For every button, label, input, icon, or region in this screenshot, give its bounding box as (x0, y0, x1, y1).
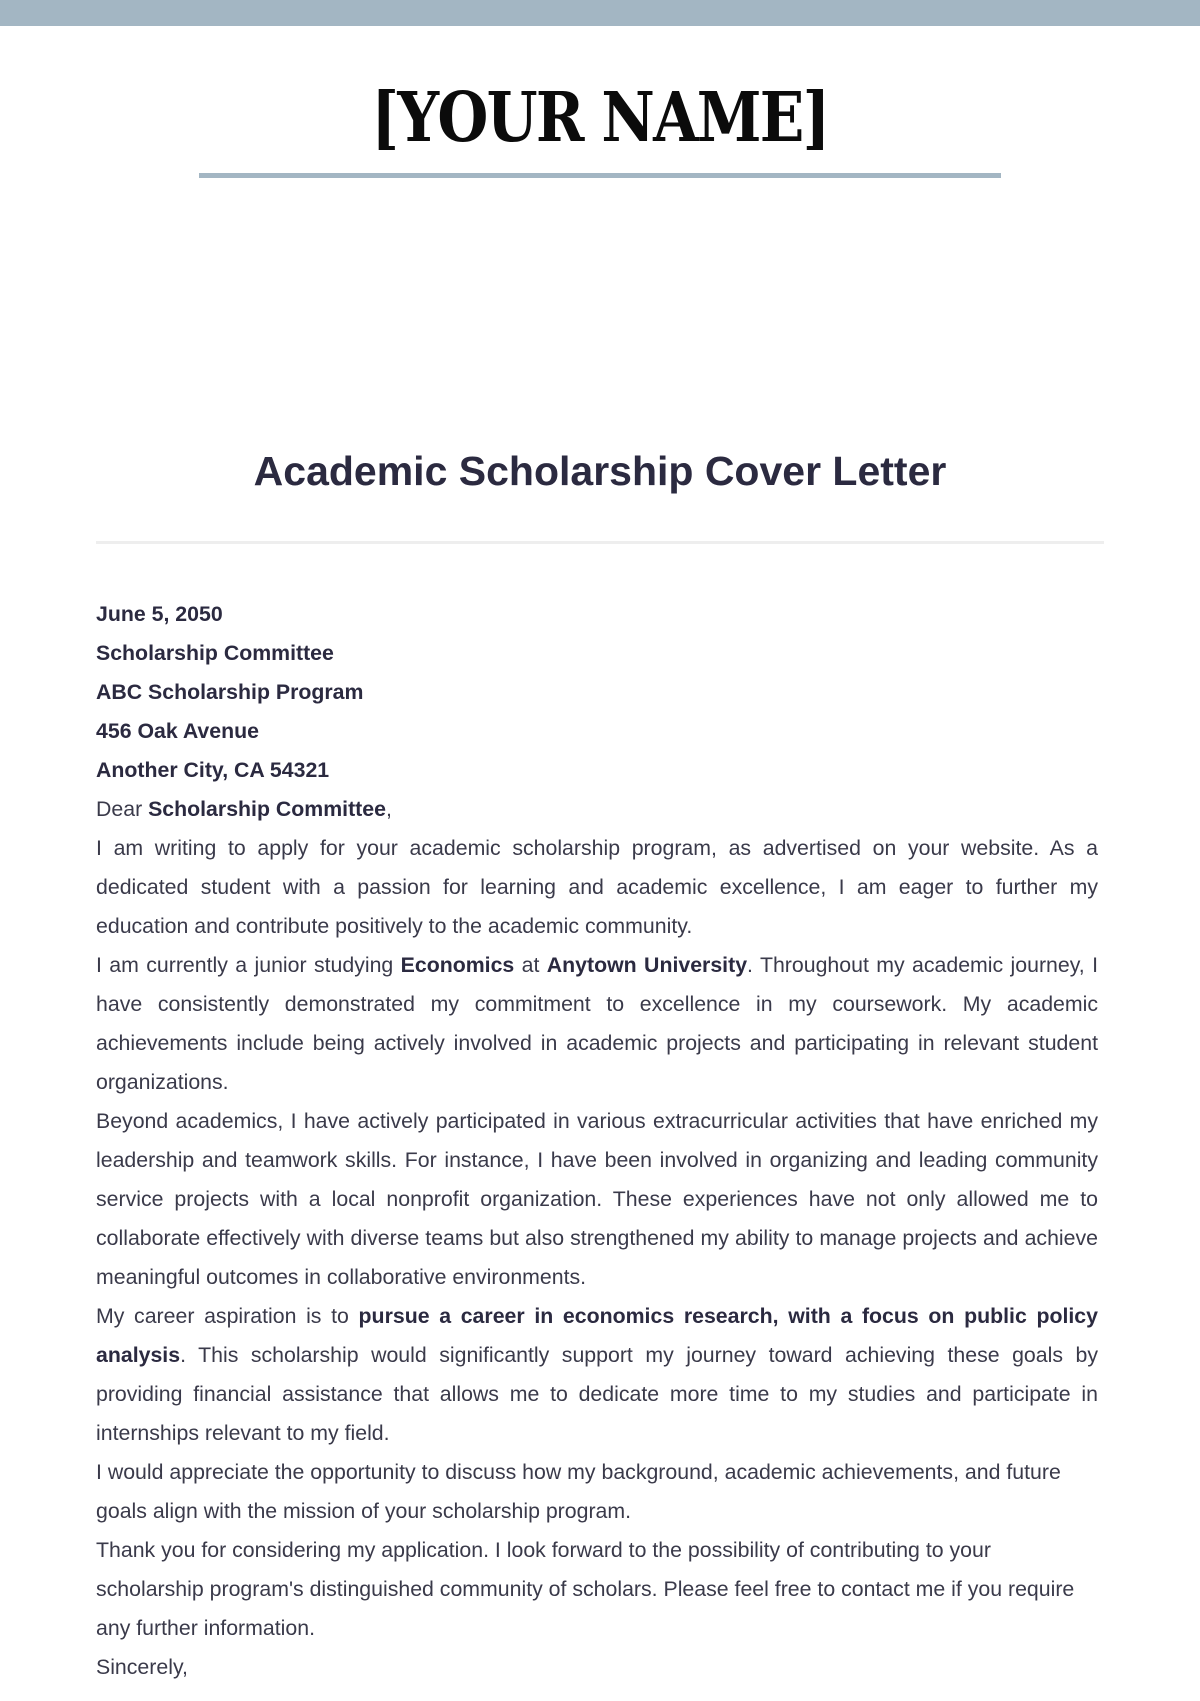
paragraph-text: at (514, 953, 547, 977)
major: Economics (400, 953, 515, 977)
name-underline (199, 173, 1001, 178)
paragraph-discussion: I would appreciate the opportunity to discuss how my background, academic achievements, and future goals align with the mission of your scholarship program. (96, 1460, 1061, 1523)
top-accent-bar (0, 0, 1200, 26)
paragraph-extracurricular: Beyond academics, I have actively participated in various extracurricular activities that have enriched my leadership and teamwork skills. For instance, I have been involved in organizing and leading community service projects with a local nonprofit organization. These experiences have not only allowed me to collaborate effectively with diverse teams but also strengthened my ability to manage projects and achieve meaningful outcomes in collaborative environments. (96, 1109, 1098, 1289)
closing: Sincerely, (96, 1655, 188, 1679)
title-divider (96, 541, 1104, 544)
recipient-committee: Scholarship Committee (96, 641, 334, 665)
paragraph-text: My career aspiration is to (96, 1304, 359, 1328)
career-goal: pursue a career in economics research, with a focus on public policy analysis (96, 1304, 1098, 1367)
recipient-program: ABC Scholarship Program (96, 680, 364, 704)
university: Anytown University (546, 953, 748, 977)
paragraph-academics (96, 946, 1098, 1102)
letter-body (96, 595, 1098, 1687)
paragraph-text: . This scholarship would significantly support my journey toward achieving these goals by providing financial assistance that allows me to dedicate more time to my studies and participate in internships relevant to my field. (96, 1343, 1098, 1445)
document-title: Academic Scholarship Cover Letter (253, 448, 947, 494)
salutation-name: Scholarship Committee (148, 797, 386, 821)
paragraph-thanks: Thank you for considering my application. I look forward to the possibility of contributing to your scholarship program's distinguished community of scholars. Please feel free to contact me if you require any further information. (96, 1538, 1075, 1640)
name-placeholder: [YOUR NAME] (371, 78, 829, 158)
paragraph-career (96, 1297, 1098, 1453)
salutation (96, 790, 1098, 829)
paragraph-text: . Throughout my academic journey, I have consistently demonstrated my commitment to excellence in my coursework. My academic achievements include being actively involved in academic projects and participating in relevant student organizations. (96, 953, 1098, 1094)
recipient-street: 456 Oak Avenue (96, 719, 259, 743)
letter-date: June 5, 2050 (96, 602, 223, 626)
paragraph-intro: I am writing to apply for your academic scholarship program, as advertised on your website. As a dedicated student with a passion for learning and academic excellence, I am eager to further my education and contribute positively to the academic community. (96, 836, 1098, 938)
salutation-suffix: , (385, 797, 392, 821)
salutation-prefix: Dear (96, 797, 149, 821)
recipient-city: Another City, CA 54321 (96, 758, 330, 782)
paragraph-text: I am currently a junior studying (96, 953, 401, 977)
